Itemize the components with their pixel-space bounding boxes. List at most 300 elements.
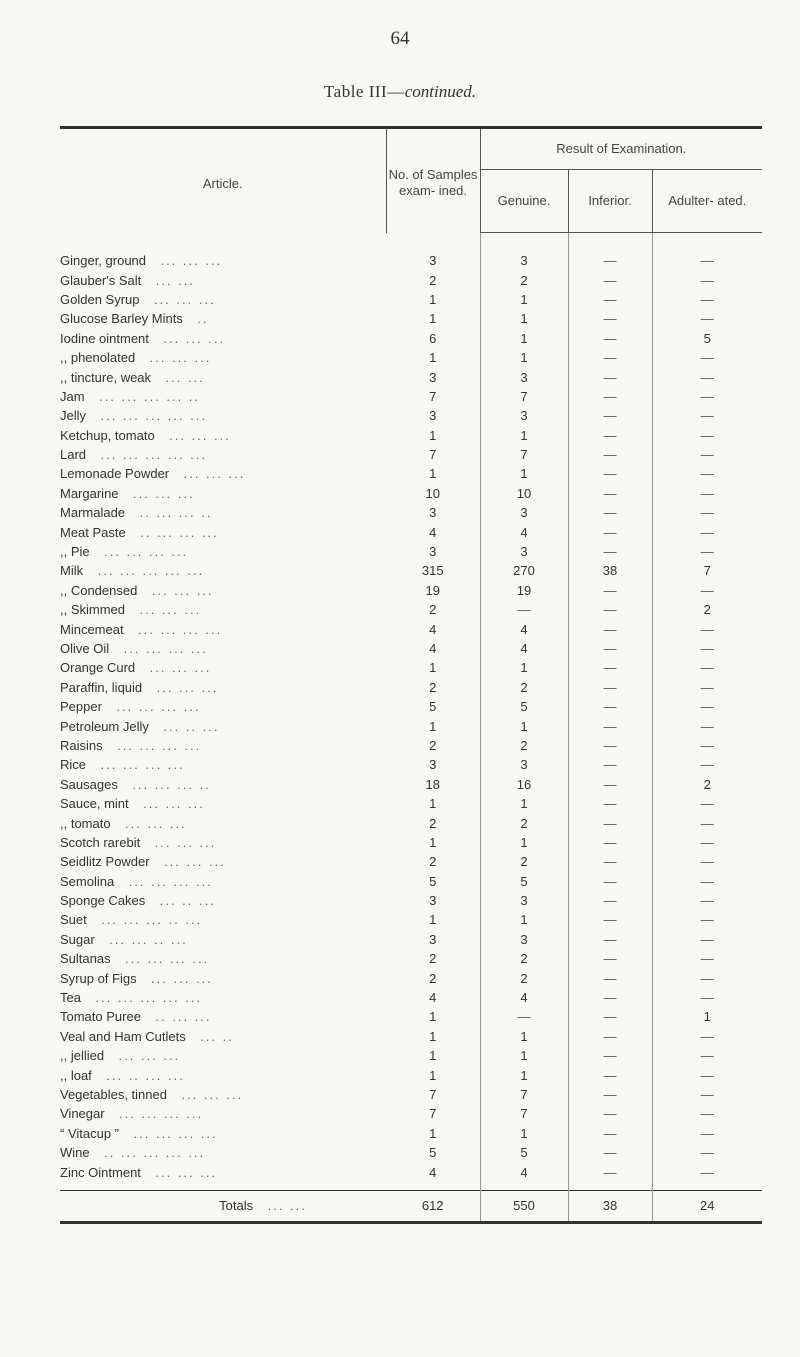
table-title-main: Table III— xyxy=(323,82,405,101)
inferior-cell: — xyxy=(568,522,652,541)
leader-dots: ... ... ... ... ... xyxy=(97,563,205,579)
samples-cell: 3 xyxy=(386,251,480,270)
table-row xyxy=(60,270,762,289)
adulterated-cell: — xyxy=(700,679,714,695)
article-cell xyxy=(60,872,386,891)
table-row xyxy=(60,813,762,832)
genuine-cell: 4 xyxy=(480,639,568,658)
samples-cell: 3 xyxy=(386,930,480,949)
adulterated-cell: — xyxy=(700,970,714,986)
samples-cell: 5 xyxy=(386,697,480,716)
article-cell xyxy=(60,736,386,755)
leader-dots: ... ... ... .. xyxy=(132,776,211,792)
samples-cell: 1 xyxy=(386,1027,480,1046)
genuine-cell: 7 xyxy=(480,387,568,406)
table-row xyxy=(60,329,762,348)
samples-cell: 2 xyxy=(386,949,480,968)
inferior-cell: — xyxy=(568,1065,652,1084)
inferior-cell: — xyxy=(568,600,652,619)
totals-inferior: 38 xyxy=(568,1190,652,1222)
leader-dots: ... .. xyxy=(200,1028,234,1044)
leader-dots: ... ... ... xyxy=(164,854,226,870)
table-row xyxy=(60,872,762,891)
article-name: Veal and Ham Cutlets xyxy=(60,1028,186,1044)
article-name: Sugar xyxy=(60,931,95,947)
article-name: Vegetables, tinned xyxy=(60,1086,167,1102)
article-cell xyxy=(60,542,386,561)
leader-dots: ... ... .. ... xyxy=(109,931,188,947)
inferior-cell: — xyxy=(568,348,652,367)
genuine-cell: 2 xyxy=(480,852,568,871)
article-cell xyxy=(60,406,386,425)
adulterated-cell: — xyxy=(700,1145,714,1161)
genuine-cell: 10 xyxy=(480,484,568,503)
samples-cell: 5 xyxy=(386,1143,480,1162)
genuine-cell: 1 xyxy=(480,1065,568,1084)
adulterated-cell: — xyxy=(700,951,714,967)
leader-dots: .. ... ... .. xyxy=(139,505,213,521)
genuine-cell: 1 xyxy=(480,716,568,735)
article-cell xyxy=(60,309,386,328)
adulterated-cell: — xyxy=(700,272,714,288)
genuine-cell: 4 xyxy=(480,522,568,541)
table-row xyxy=(60,852,762,871)
inferior-cell: — xyxy=(568,619,652,638)
article-name: Syrup of Figs xyxy=(60,970,137,986)
article-name: ,, tincture, weak xyxy=(60,369,152,385)
article-cell xyxy=(60,678,386,697)
totals-dots: ... ... xyxy=(267,1197,307,1213)
article-name: Tea xyxy=(60,990,81,1006)
genuine-cell: 3 xyxy=(480,891,568,910)
samples-cell: 3 xyxy=(386,891,480,910)
inferior-cell: — xyxy=(568,968,652,987)
table-row xyxy=(60,367,762,386)
inferior-cell: — xyxy=(568,251,652,270)
leader-dots: ... ... ... xyxy=(154,834,217,850)
genuine-cell: 1 xyxy=(480,426,568,445)
inferior-cell: — xyxy=(568,1143,652,1162)
table-row xyxy=(60,542,762,561)
article-cell xyxy=(60,503,386,522)
genuine-cell: 3 xyxy=(480,755,568,774)
adulterated-cell: 7 xyxy=(703,563,711,579)
article-name: Jelly xyxy=(60,408,87,424)
inferior-cell: — xyxy=(568,891,652,910)
samples-cell: 1 xyxy=(386,833,480,852)
genuine-cell: 1 xyxy=(480,348,568,367)
inferior-cell: — xyxy=(568,426,652,445)
table-row xyxy=(60,891,762,910)
article-name: Milk xyxy=(60,563,84,579)
table-row xyxy=(60,678,762,697)
inferior-cell: — xyxy=(568,639,652,658)
article-cell xyxy=(60,1162,386,1181)
table-row xyxy=(60,503,762,522)
article-name: Zinc Ointment xyxy=(60,1164,141,1180)
inferior-cell: — xyxy=(568,1027,652,1046)
genuine-cell: 3 xyxy=(480,251,568,270)
genuine-cell: 1 xyxy=(480,1124,568,1143)
leader-dots: ... ... ... .. ... xyxy=(101,912,203,928)
inferior-cell: — xyxy=(568,329,652,348)
table-row xyxy=(60,1085,762,1104)
adulterated-cell: — xyxy=(700,485,714,501)
samples-cell: 3 xyxy=(386,406,480,425)
article-name: ,, jellied xyxy=(60,1048,105,1064)
leader-dots: .. xyxy=(197,311,209,327)
article-name: ,, Skimmed xyxy=(60,602,126,618)
table-row xyxy=(60,949,762,968)
samples-cell: 2 xyxy=(386,678,480,697)
genuine-cell: 2 xyxy=(480,270,568,289)
genuine-cell: — xyxy=(480,600,568,619)
article-cell xyxy=(60,794,386,813)
article-cell xyxy=(60,891,386,910)
adulterated-cell: — xyxy=(700,796,714,812)
inferior-cell: — xyxy=(568,542,652,561)
adulterated-cell: — xyxy=(700,757,714,773)
article-name: Mincemeat xyxy=(60,621,124,637)
table-row xyxy=(60,619,762,638)
genuine-cell: 1 xyxy=(480,910,568,929)
leader-dots: ... ... ... ... xyxy=(117,737,202,753)
article-cell xyxy=(60,1065,386,1084)
article-name: ,, phenolated xyxy=(60,350,136,366)
table-row xyxy=(60,1046,762,1065)
leader-dots: ... ... ... xyxy=(156,679,219,695)
article-cell xyxy=(60,716,386,735)
inferior-cell: — xyxy=(568,1124,652,1143)
spacer-row xyxy=(60,233,762,252)
genuine-cell: 1 xyxy=(480,1046,568,1065)
table-row xyxy=(60,1027,762,1046)
spacer-row xyxy=(60,1182,762,1191)
samples-cell: 1 xyxy=(386,290,480,309)
article-cell xyxy=(60,329,386,348)
header-inferior: Inferior. xyxy=(568,170,652,233)
inferior-cell: — xyxy=(568,658,652,677)
table-row xyxy=(60,445,762,464)
samples-cell: 2 xyxy=(386,736,480,755)
leader-dots: ... ... ... xyxy=(169,427,231,443)
article-name: ,, Condensed xyxy=(60,582,138,598)
article-name: Meat Paste xyxy=(60,524,126,540)
genuine-cell: 1 xyxy=(480,309,568,328)
table-title xyxy=(0,82,800,102)
adulterated-cell: — xyxy=(700,699,714,715)
article-cell xyxy=(60,484,386,503)
leader-dots: ... ... ... ... xyxy=(128,873,213,889)
article-name: ,, loaf xyxy=(60,1067,92,1083)
genuine-cell: 7 xyxy=(480,1104,568,1123)
article-cell xyxy=(60,852,386,871)
samples-cell: 1 xyxy=(386,658,480,677)
genuine-cell: 1 xyxy=(480,794,568,813)
inferior-cell: — xyxy=(568,445,652,464)
article-name: Sausages xyxy=(60,776,118,792)
table-row xyxy=(60,348,762,367)
samples-cell: 4 xyxy=(386,1162,480,1181)
article-name: Ketchup, tomato xyxy=(60,427,155,443)
leader-dots: ... ... ... ... xyxy=(100,757,185,773)
adulterated-cell: — xyxy=(700,311,714,327)
inferior-cell: — xyxy=(568,775,652,794)
table-row xyxy=(60,910,762,929)
inferior-cell: — xyxy=(568,910,652,929)
samples-cell: 1 xyxy=(386,1065,480,1084)
genuine-cell: 270 xyxy=(480,561,568,580)
samples-cell: 1 xyxy=(386,794,480,813)
adulterated-cell: — xyxy=(700,718,714,734)
article-cell xyxy=(60,813,386,832)
adulterated-cell: — xyxy=(700,253,714,269)
adulterated-cell: — xyxy=(700,466,714,482)
article-name: Seidlitz Powder xyxy=(60,854,150,870)
samples-cell: 2 xyxy=(386,600,480,619)
adulterated-cell: — xyxy=(700,427,714,443)
article-name: Paraffin, liquid xyxy=(60,679,143,695)
leader-dots: ... ... ... xyxy=(139,602,202,618)
inferior-cell: — xyxy=(568,290,652,309)
article-cell xyxy=(60,1027,386,1046)
adulterated-cell: — xyxy=(700,1164,714,1180)
genuine-cell: 5 xyxy=(480,697,568,716)
article-cell xyxy=(60,658,386,677)
genuine-cell: 1 xyxy=(480,1027,568,1046)
adulterated-cell: — xyxy=(700,931,714,947)
inferior-cell: — xyxy=(568,1085,652,1104)
adulterated-cell: — xyxy=(700,815,714,831)
samples-cell: 4 xyxy=(386,522,480,541)
table-row xyxy=(60,639,762,658)
article-name: Margarine xyxy=(60,485,119,501)
leader-dots: ... ... ... xyxy=(151,970,213,986)
table-title-continued: continued. xyxy=(404,82,477,101)
samples-cell: 2 xyxy=(386,852,480,871)
samples-cell: 2 xyxy=(386,270,480,289)
article-cell xyxy=(60,426,386,445)
genuine-cell: 2 xyxy=(480,736,568,755)
article-name: Vinegar xyxy=(60,1106,105,1122)
genuine-cell: 2 xyxy=(480,949,568,968)
inferior-cell: — xyxy=(568,1046,652,1065)
page-number: 64 xyxy=(390,28,410,49)
inferior-cell: — xyxy=(568,833,652,852)
inferior-cell: — xyxy=(568,484,652,503)
samples-cell: 7 xyxy=(386,1104,480,1123)
article-cell xyxy=(60,581,386,600)
inferior-cell: — xyxy=(568,872,652,891)
article-cell xyxy=(60,968,386,987)
adulterated-cell: 5 xyxy=(703,330,711,346)
inferior-cell: — xyxy=(568,988,652,1007)
article-name: Glucose Barley Mints xyxy=(60,311,183,327)
inferior-cell: — xyxy=(568,503,652,522)
table-row xyxy=(60,775,762,794)
adulterated-cell: — xyxy=(700,291,714,307)
samples-cell: 2 xyxy=(386,813,480,832)
leader-dots: ... ... ... ... xyxy=(116,699,201,715)
article-name: “ Vitacup ” xyxy=(60,1125,120,1141)
table-row xyxy=(60,1143,762,1162)
table-row xyxy=(60,1065,762,1084)
article-cell xyxy=(60,367,386,386)
article-name: Golden Syrup xyxy=(60,291,140,307)
table-row xyxy=(60,755,762,774)
adulterated-cell: — xyxy=(700,1067,714,1083)
leader-dots: ... ... ... ... xyxy=(119,1106,204,1122)
genuine-cell: 3 xyxy=(480,503,568,522)
genuine-cell: 1 xyxy=(480,464,568,483)
leader-dots: ... ... ... xyxy=(118,1048,181,1064)
genuine-cell: 1 xyxy=(480,658,568,677)
samples-cell: 1 xyxy=(386,910,480,929)
adulterated-cell: — xyxy=(700,854,714,870)
samples-cell: 3 xyxy=(386,503,480,522)
samples-cell: 3 xyxy=(386,367,480,386)
leader-dots: ... .. ... xyxy=(159,893,216,909)
inferior-cell: — xyxy=(568,464,652,483)
inferior-cell: — xyxy=(568,697,652,716)
article-cell xyxy=(60,445,386,464)
samples-cell: 1 xyxy=(386,464,480,483)
adulterated-cell: — xyxy=(700,447,714,463)
samples-cell: 3 xyxy=(386,542,480,561)
inferior-cell: — xyxy=(568,387,652,406)
adulterated-cell: — xyxy=(700,544,714,560)
genuine-cell: 2 xyxy=(480,678,568,697)
genuine-cell: 2 xyxy=(480,813,568,832)
article-name: Petroleum Jelly xyxy=(60,718,149,734)
samples-cell: 7 xyxy=(386,445,480,464)
table-body xyxy=(60,233,762,1182)
genuine-cell: 3 xyxy=(480,930,568,949)
table-row xyxy=(60,581,762,600)
samples-cell: 1 xyxy=(386,1046,480,1065)
inferior-cell: — xyxy=(568,930,652,949)
article-cell xyxy=(60,464,386,483)
table-row xyxy=(60,736,762,755)
table-row xyxy=(60,387,762,406)
inferior-cell: — xyxy=(568,755,652,774)
table-row xyxy=(60,561,762,580)
table-row xyxy=(60,988,762,1007)
article-cell xyxy=(60,348,386,367)
totals-samples: 612 xyxy=(386,1190,480,1222)
leader-dots: ... ... ... xyxy=(153,291,216,307)
article-cell xyxy=(60,1143,386,1162)
leader-dots: ... ... xyxy=(165,369,205,385)
article-name: Orange Curd xyxy=(60,660,136,676)
leader-dots: ... ... ... xyxy=(132,485,195,501)
genuine-cell: — xyxy=(480,1007,568,1026)
table-row xyxy=(60,1007,762,1026)
samples-cell: 1 xyxy=(386,716,480,735)
samples-cell: 1 xyxy=(386,309,480,328)
genuine-cell: 1 xyxy=(480,833,568,852)
genuine-cell: 5 xyxy=(480,1143,568,1162)
leader-dots: ... ... ... ... .. xyxy=(99,388,201,404)
leader-dots: ... ... ... xyxy=(149,660,212,676)
inferior-cell: — xyxy=(568,581,652,600)
article-cell xyxy=(60,833,386,852)
article-name: ,, Pie xyxy=(60,544,90,560)
inferior-cell: — xyxy=(568,367,652,386)
genuine-cell: 16 xyxy=(480,775,568,794)
article-cell xyxy=(60,561,386,580)
genuine-cell: 4 xyxy=(480,619,568,638)
leader-dots: ... ... ... xyxy=(160,253,223,269)
adulterated-cell: — xyxy=(700,1048,714,1064)
leader-dots: ... .. ... ... xyxy=(106,1067,185,1083)
samples-cell: 4 xyxy=(386,988,480,1007)
adulterated-cell: — xyxy=(700,1106,714,1122)
leader-dots: ... ... ... xyxy=(163,330,226,346)
adulterated-cell: — xyxy=(700,660,714,676)
samples-cell: 4 xyxy=(386,639,480,658)
samples-cell: 1 xyxy=(386,1007,480,1026)
genuine-cell: 3 xyxy=(480,542,568,561)
table-row xyxy=(60,522,762,541)
adulterated-cell: — xyxy=(700,990,714,1006)
leader-dots: ... .. ... xyxy=(163,718,220,734)
article-name: Scotch rarebit xyxy=(60,834,141,850)
inferior-cell: 38 xyxy=(568,561,652,580)
adulterated-cell: — xyxy=(700,1086,714,1102)
table-row xyxy=(60,968,762,987)
article-name: Suet xyxy=(60,912,87,928)
adulterated-cell: — xyxy=(700,1125,714,1141)
leader-dots: .. ... ... ... ... xyxy=(104,1145,206,1161)
header-article: Article. xyxy=(60,128,386,233)
leader-dots: ... ... ... xyxy=(125,815,187,831)
article-name: Sultanas xyxy=(60,951,111,967)
inferior-cell: — xyxy=(568,270,652,289)
totals-adulterated: 24 xyxy=(652,1190,762,1222)
table-row xyxy=(60,794,762,813)
leader-dots: ... ... ... ... xyxy=(104,544,189,560)
genuine-cell: 1 xyxy=(480,290,568,309)
leader-dots: ... ... ... xyxy=(183,466,246,482)
article-name: Semolina xyxy=(60,873,115,889)
inferior-cell: — xyxy=(568,1104,652,1123)
table-row xyxy=(60,600,762,619)
table-row xyxy=(60,426,762,445)
genuine-cell: 3 xyxy=(480,367,568,386)
article-name: Pepper xyxy=(60,699,102,715)
table-row xyxy=(60,1124,762,1143)
table-row xyxy=(60,464,762,483)
adulterated-cell: — xyxy=(700,505,714,521)
article-name: Tomato Puree xyxy=(60,1009,141,1025)
article-name: ,, tomato xyxy=(60,815,111,831)
genuine-cell: 19 xyxy=(480,581,568,600)
article-cell xyxy=(60,639,386,658)
article-name: Rice xyxy=(60,757,87,773)
adulterated-cell: 2 xyxy=(703,776,711,792)
article-cell xyxy=(60,775,386,794)
leader-dots: ... ... ... ... xyxy=(133,1125,218,1141)
samples-cell: 19 xyxy=(386,581,480,600)
samples-cell: 1 xyxy=(386,1124,480,1143)
inferior-cell: — xyxy=(568,716,652,735)
samples-cell: 18 xyxy=(386,775,480,794)
samples-cell: 315 xyxy=(386,561,480,580)
adulterated-cell: — xyxy=(700,834,714,850)
article-cell xyxy=(60,619,386,638)
adulterated-cell: 1 xyxy=(703,1009,711,1025)
